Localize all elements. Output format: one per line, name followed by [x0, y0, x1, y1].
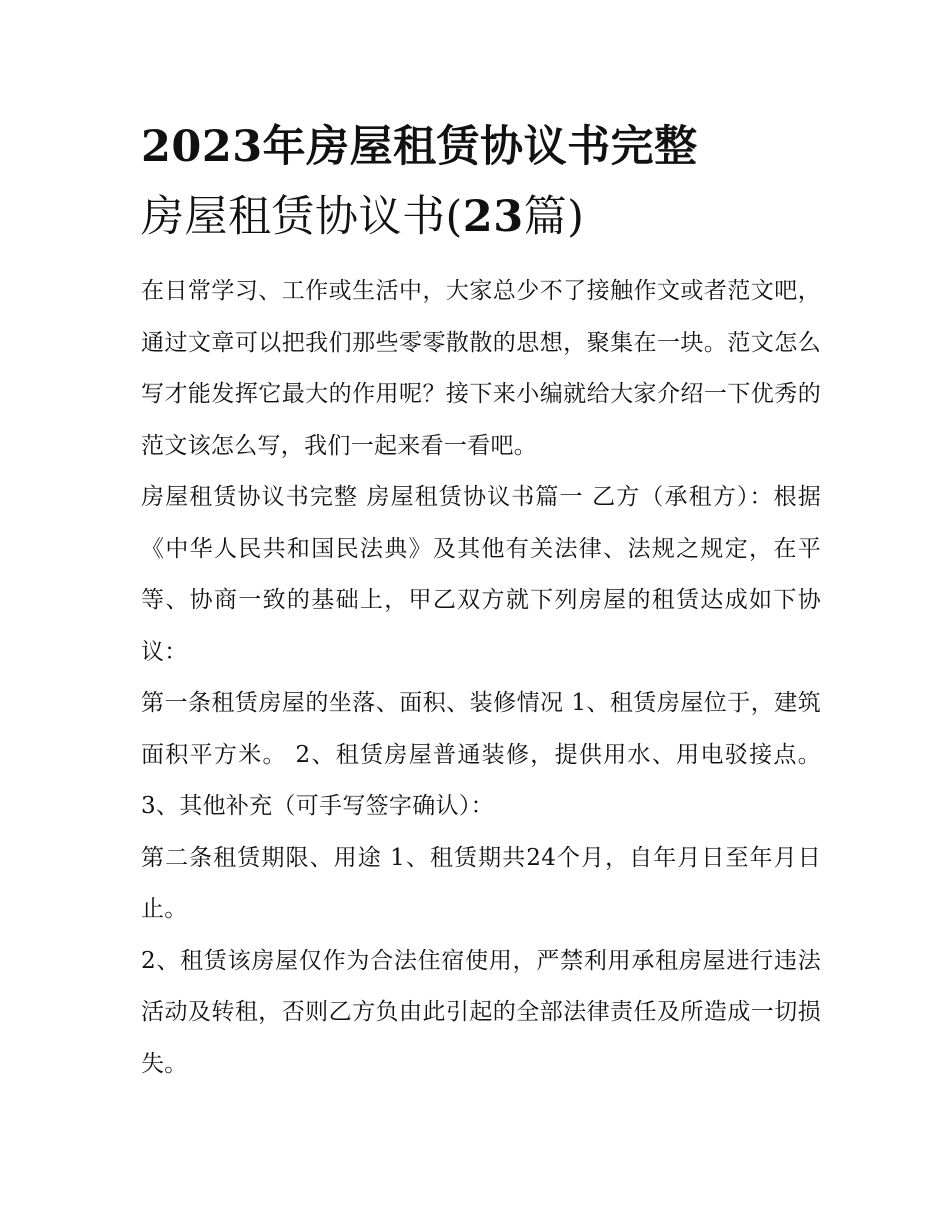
paragraph-agreement-preamble: 房屋租赁协议书完整 房屋租赁协议书篇一 乙方（承租方）：根据《中华人民共和国民法典》及其他有关法律、法规之规定，在平等、协商一致的基础上，甲乙双方就下列房屋的租赁达成如下协议： [141, 484, 821, 665]
document-page [141, 112, 821, 1090]
paragraph-article-1: 第一条租赁房屋的坐落、面积、装修情况 1、租赁房屋位于，建筑面积平方米。 2、租赁房屋普通装修，提供用水、用电驳接点。 3、其他补充（可手写签字确认）： [141, 690, 821, 819]
paragraph-intro: 在日常学习、工作或生活中，大家总少不了接触作文或者范文吧，通过文章可以把我们那些零零散散的思想，聚集在一块。范文怎么写才能发挥它最大的作用呢？接下来小编就给大家介绍一下优秀的范文该怎么写，我们一起来看一看吧。 [141, 278, 821, 459]
title-line-2-suffix: 篇) [523, 192, 585, 242]
title-line-2-prefix: 房屋租赁协议书( [141, 192, 463, 242]
title-article-count: 23 [462, 192, 524, 242]
title-line-1: 2023年房屋租赁协议书完整 [141, 122, 698, 172]
paragraph-article-2-clause-2: 2、租赁该房屋仅作为合法住宿使用，严禁利用承租房屋进行违法活动及转租，否则乙方负由此引起的全部法律责任及所造成一切损失。 [141, 947, 821, 1077]
title-line-2 [141, 182, 821, 252]
document-body [141, 266, 821, 1090]
paragraph-article-2: 第二条租赁期限、用途 1、租赁期共24个月，自年月日至年月日止。 [141, 844, 821, 922]
document-title [141, 112, 821, 252]
